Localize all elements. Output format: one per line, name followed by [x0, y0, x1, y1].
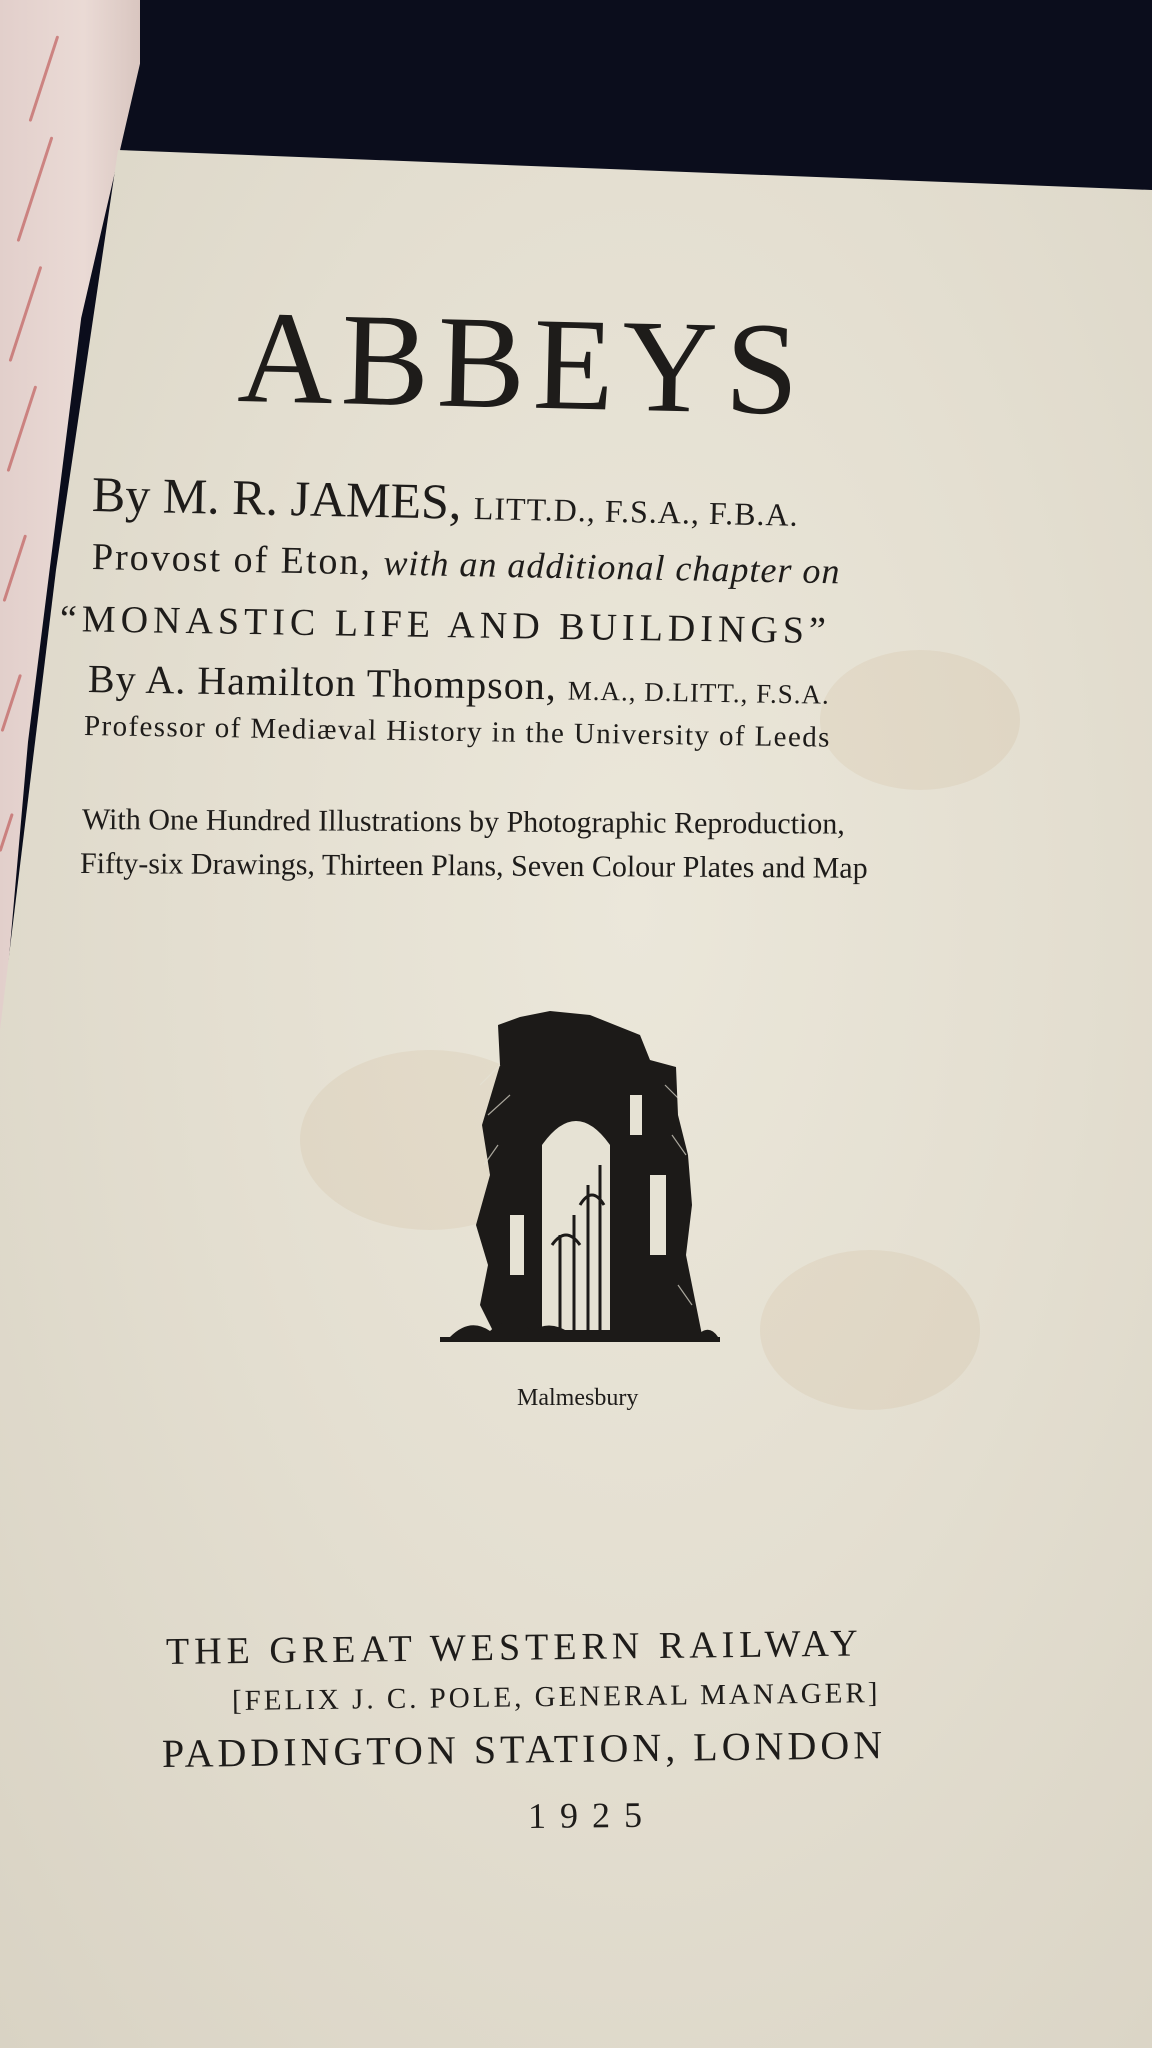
vignette-caption: Malmesbury	[517, 1385, 639, 1411]
author-degrees: LITT.D., F.S.A., F.B.A.	[473, 490, 799, 533]
coauthor-degrees: M.A., D.LITT., F.S.A.	[567, 675, 831, 710]
author-name: By M. R. JAMES,	[91, 466, 463, 530]
coauthor-name: By A. Hamilton Thompson,	[87, 656, 558, 709]
book-title: ABBEYS	[236, 283, 809, 443]
additional-chapter-note: with an additional chapter on	[383, 542, 841, 592]
chapter-title: “MONASTIC LIFE AND BUILDINGS”	[59, 598, 832, 653]
illustrations-line-2: Fifty-six Drawings, Thirteen Plans, Seven Colour Plates and Map	[79, 847, 868, 885]
malmesbury-ruin-engraving	[440, 1005, 720, 1370]
imprint-publisher: THE GREAT WESTERN RAILWAY	[165, 1622, 863, 1673]
imprint-manager: [FELIX J. C. POLE, GENERAL MANAGER]	[231, 1677, 881, 1717]
imprint-year: 1925	[527, 1794, 657, 1836]
coauthor-post: Professor of Mediæval History in the University of Leeds	[83, 710, 832, 754]
imprint-address: PADDINGTON STATION, LONDON	[161, 1722, 887, 1776]
illustrations-line-1: With One Hundred Illustrations by Photographic Reproduction,	[81, 803, 845, 841]
author-post: Provost of Eton,	[91, 536, 373, 584]
